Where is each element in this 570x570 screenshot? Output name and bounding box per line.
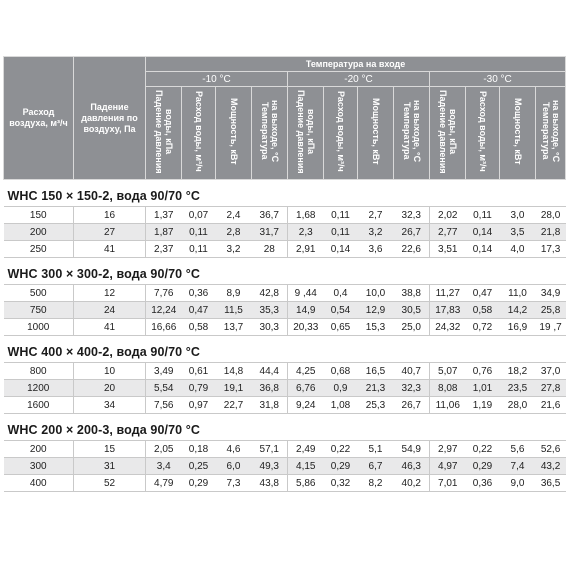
table-cell: 5,86 [288,475,324,492]
section-title: WHC 150 × 150-2, вода 90/70 °C [4,180,566,207]
table-cell: 7,4 [500,458,536,475]
table-cell: 2,49 [288,441,324,458]
table-cell: 5,1 [358,441,394,458]
table-cell: 16,9 [500,319,536,336]
table-cell: 4,6 [216,441,252,458]
sub-header-outlet-temp [394,87,430,180]
pressure-drop-header: Падение давления по воздуху, Па [74,57,146,180]
performance-table-container [3,56,565,492]
table-cell: 32,3 [394,380,430,397]
table-cell: 3,0 [500,207,536,224]
table-cell: 40,7 [394,363,430,380]
table-cell: 0,36 [182,285,216,302]
table-cell: 0,9 [324,380,358,397]
table-cell: 9 ,44 [288,285,324,302]
table-cell: 0,22 [324,441,358,458]
table-cell: 11,06 [430,397,466,414]
table-cell: 1,19 [466,397,500,414]
sub-header-outlet-temp [536,87,566,180]
table-cell: 31,7 [252,224,288,241]
sub-header-label [296,90,316,174]
sub-header-label [402,100,422,162]
airflow-header: Расход воздуха, м³/ч [4,57,74,180]
table-cell: 0,47 [182,302,216,319]
table-cell: 22,6 [394,241,430,258]
table-cell: 20,33 [288,319,324,336]
table-cell: 27,8 [536,380,566,397]
table-cell: 4,97 [430,458,466,475]
sub-header-water-pressure-drop [430,87,466,180]
table-cell: 40,2 [394,475,430,492]
table-cell: 34 [74,397,146,414]
table-cell: 0,54 [324,302,358,319]
table-cell: 20 [74,380,146,397]
sub-header-label [478,91,488,172]
table-cell: 24,32 [430,319,466,336]
table-cell: 34,9 [536,285,566,302]
sub-header-label [513,98,523,165]
table-cell: 52 [74,475,146,492]
table-cell: 4,25 [288,363,324,380]
table-row [4,302,566,319]
table-cell: 0,11 [466,207,500,224]
temp-minus30-header: -30 °С [430,72,566,87]
table-cell: 1,08 [324,397,358,414]
table-cell: 1,37 [146,207,182,224]
table-cell: 7,76 [146,285,182,302]
table-cell: 1,87 [146,224,182,241]
table-cell: 15,3 [358,319,394,336]
table-cell: 0,29 [466,458,500,475]
table-cell: 6,7 [358,458,394,475]
sub-header-line: воды, кПа [447,108,458,155]
table-cell: 0,79 [182,380,216,397]
table-cell: 2,3 [288,224,324,241]
table-cell: 16,5 [358,363,394,380]
sub-header-line: воды, кПа [163,108,174,155]
table-cell: 0,22 [466,441,500,458]
table-cell: 0,18 [182,441,216,458]
table-cell: 32,3 [394,207,430,224]
table-cell: 0,29 [182,475,216,492]
table-cell: 2,77 [430,224,466,241]
table-cell: 21,6 [536,397,566,414]
table-cell: 23,5 [500,380,536,397]
sub-header-line: Падение давления [153,89,164,174]
table-cell: 5,54 [146,380,182,397]
table-cell: 16 [74,207,146,224]
table-cell: 26,7 [394,397,430,414]
table-cell: 4,0 [500,241,536,258]
table-cell: 0,76 [466,363,500,380]
section-title: WHC 300 × 300-2, вода 90/70 °C [4,258,566,285]
table-cell: 2,91 [288,241,324,258]
table-cell: 11,0 [500,285,536,302]
sub-header-label [154,90,174,174]
table-cell: 30,5 [394,302,430,319]
sub-header-line: Температура [401,102,412,161]
table-cell: 8,08 [430,380,466,397]
sub-header-label [229,98,239,165]
table-cell: 12,24 [146,302,182,319]
table-cell: 43,8 [252,475,288,492]
table-cell: 3,4 [146,458,182,475]
table-cell: 400 [4,475,74,492]
sub-header-water-pressure-drop [288,87,324,180]
table-cell: 0,4 [324,285,358,302]
table-cell: 1,68 [288,207,324,224]
table-cell: 27 [74,224,146,241]
table-cell: 43,2 [536,458,566,475]
table-cell: 3,6 [358,241,394,258]
sub-header-line: Расход воды, м³/ч [193,91,204,172]
table-row [4,458,566,475]
table-cell: 2,97 [430,441,466,458]
table-cell: 36,5 [536,475,566,492]
table-cell: 11,5 [216,302,252,319]
sub-header-label [260,100,280,162]
sub-header-power [358,87,394,180]
table-cell: 0,11 [324,207,358,224]
sub-header-label [336,91,346,172]
sub-header-line: на выходе, °С [411,100,422,163]
table-cell: 31,8 [252,397,288,414]
table-cell: 12 [74,285,146,302]
table-cell: 0,11 [182,241,216,258]
sub-header-power [500,87,536,180]
table-cell: 3,5 [500,224,536,241]
section-title-row [4,336,566,363]
table-row [4,475,566,492]
table-cell: 0,14 [466,224,500,241]
table-cell: 52,6 [536,441,566,458]
sub-header-label [371,98,381,165]
table-cell: 22,7 [216,397,252,414]
table-cell: 3,2 [358,224,394,241]
table-cell: 200 [4,441,74,458]
table-cell: 250 [4,241,74,258]
performance-table [3,56,566,492]
sub-header-line: Расход воды, м³/ч [335,91,346,172]
table-cell: 0,36 [466,475,500,492]
table-cell: 0,61 [182,363,216,380]
table-cell: 0,58 [182,319,216,336]
table-cell: 11,27 [430,285,466,302]
table-cell: 19,1 [216,380,252,397]
table-cell: 2,02 [430,207,466,224]
table-row [4,363,566,380]
table-cell: 4,15 [288,458,324,475]
table-row [4,380,566,397]
table-row [4,397,566,414]
table-cell: 14,8 [216,363,252,380]
section-title-row [4,414,566,441]
table-cell: 750 [4,302,74,319]
table-cell: 2,4 [216,207,252,224]
section-title: WHC 200 × 200-3, вода 90/70 °C [4,414,566,441]
table-cell: 21,3 [358,380,394,397]
table-cell: 1600 [4,397,74,414]
sub-header-line: Температура [259,102,270,161]
table-cell: 0,32 [324,475,358,492]
table-cell: 300 [4,458,74,475]
table-cell: 49,3 [252,458,288,475]
table-cell: 36,8 [252,380,288,397]
table-cell: 10,0 [358,285,394,302]
table-cell: 3,51 [430,241,466,258]
table-cell: 800 [4,363,74,380]
sub-header-line: на выходе, °С [550,100,561,163]
table-cell: 7,3 [216,475,252,492]
table-header [4,57,566,180]
table-cell: 0,65 [324,319,358,336]
table-row [4,207,566,224]
table-cell: 15 [74,441,146,458]
sub-header-line: Мощность, кВт [228,98,239,165]
table-cell: 3,2 [216,241,252,258]
sub-header-power [216,87,252,180]
table-row [4,319,566,336]
table-cell: 0,07 [182,207,216,224]
table-cell: 31 [74,458,146,475]
table-cell: 41 [74,319,146,336]
table-cell: 21,8 [536,224,566,241]
table-cell: 14,9 [288,302,324,319]
sub-header-water-flow [182,87,216,180]
table-cell: 150 [4,207,74,224]
sub-header-line: воды, кПа [305,108,316,155]
sub-header-label [194,91,204,172]
table-cell: 42,8 [252,285,288,302]
table-cell: 38,8 [394,285,430,302]
table-cell: 44,4 [252,363,288,380]
table-cell: 8,2 [358,475,394,492]
sub-header-line: Падение давления [295,89,306,174]
table-cell: 26,7 [394,224,430,241]
sub-header-water-flow [324,87,358,180]
table-cell: 41 [74,241,146,258]
table-cell: 2,8 [216,224,252,241]
sub-header-line: Мощность, кВт [370,98,381,165]
table-cell: 57,1 [252,441,288,458]
table-cell: 12,9 [358,302,394,319]
table-cell: 37,0 [536,363,566,380]
sub-header-label [541,100,561,162]
table-cell: 4,79 [146,475,182,492]
table-cell: 0,47 [466,285,500,302]
table-cell: 30,3 [252,319,288,336]
table-body [4,180,566,492]
table-cell: 10 [74,363,146,380]
table-cell: 5,07 [430,363,466,380]
table-cell: 0,14 [324,241,358,258]
table-cell: 0,14 [466,241,500,258]
table-cell: 0,68 [324,363,358,380]
table-cell: 2,37 [146,241,182,258]
table-cell: 18,2 [500,363,536,380]
table-cell: 17,83 [430,302,466,319]
table-cell: 7,56 [146,397,182,414]
sub-header-outlet-temp [252,87,288,180]
table-cell: 0,29 [324,458,358,475]
sub-header-line: Падение давления [437,89,448,174]
table-cell: 25,3 [358,397,394,414]
table-cell: 28 [252,241,288,258]
temp-minus20-header: -20 °С [288,72,430,87]
table-cell: 0,58 [466,302,500,319]
table-cell: 500 [4,285,74,302]
table-row [4,241,566,258]
table-cell: 9,0 [500,475,536,492]
table-cell: 0,11 [324,224,358,241]
table-cell: 5,6 [500,441,536,458]
inlet-temp-header: Температура на входе [146,57,566,72]
table-cell: 46,3 [394,458,430,475]
section-title-row [4,180,566,207]
temp-minus10-header: -10 °С [146,72,288,87]
table-cell: 17,3 [536,241,566,258]
table-cell: 19 ,7 [536,319,566,336]
table-cell: 9,24 [288,397,324,414]
table-row [4,285,566,302]
section-title: WHC 400 × 400-2, вода 90/70 °C [4,336,566,363]
section-title-row [4,258,566,285]
sub-header-label [438,90,458,174]
table-row [4,441,566,458]
table-cell: 28,0 [536,207,566,224]
table-cell: 36,7 [252,207,288,224]
sub-header-water-flow [466,87,500,180]
table-row [4,224,566,241]
table-cell: 28,0 [500,397,536,414]
sub-header-line: Расход воды, м³/ч [477,91,488,172]
table-cell: 16,66 [146,319,182,336]
table-cell: 14,2 [500,302,536,319]
sub-header-water-pressure-drop [146,87,182,180]
table-cell: 54,9 [394,441,430,458]
table-cell: 0,72 [466,319,500,336]
sub-header-line: Температура [540,102,551,161]
table-cell: 8,9 [216,285,252,302]
sub-header-line: на выходе, °С [269,100,280,163]
table-cell: 25,8 [536,302,566,319]
table-cell: 13,7 [216,319,252,336]
table-cell: 2,05 [146,441,182,458]
table-cell: 2,7 [358,207,394,224]
table-cell: 6,0 [216,458,252,475]
table-cell: 200 [4,224,74,241]
table-cell: 0,25 [182,458,216,475]
table-cell: 0,97 [182,397,216,414]
table-cell: 1,01 [466,380,500,397]
table-cell: 1000 [4,319,74,336]
table-cell: 6,76 [288,380,324,397]
table-cell: 0,11 [182,224,216,241]
table-cell: 7,01 [430,475,466,492]
table-cell: 25,0 [394,319,430,336]
sub-header-line: Мощность, кВт [512,98,523,165]
table-cell: 3,49 [146,363,182,380]
table-cell: 24 [74,302,146,319]
table-cell: 1200 [4,380,74,397]
table-cell: 35,3 [252,302,288,319]
